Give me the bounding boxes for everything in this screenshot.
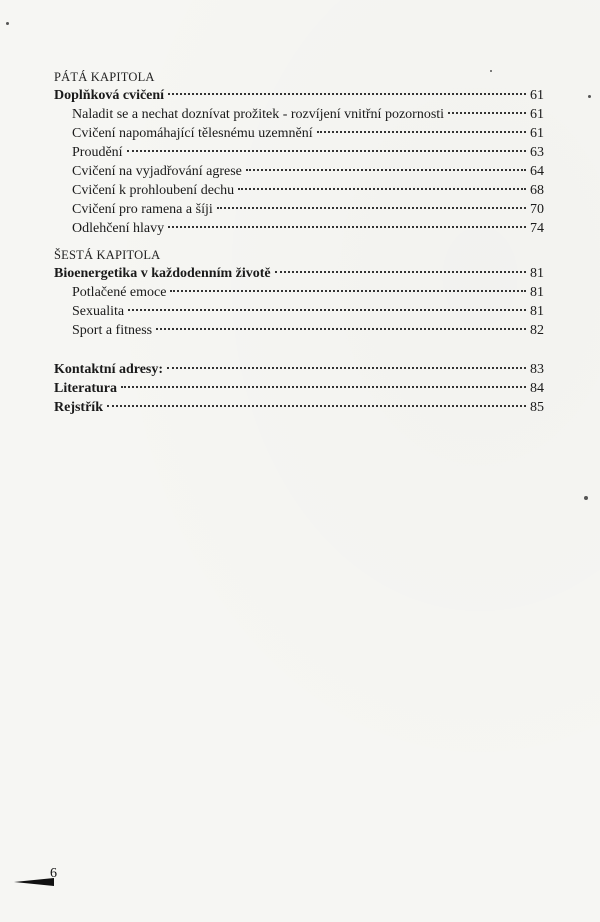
toc-entry-page: 84: [530, 381, 544, 396]
toc-entry-title: Naladit se a nechat doznívat prožitek - rozvíjení vnitřní pozornosti: [72, 107, 445, 122]
toc-entry-title: Cvičení k prohloubení dechu: [72, 183, 235, 198]
toc-entry: [54, 283, 544, 302]
toc-entry-page: 83: [530, 362, 544, 377]
toc-entry-chapter-5-heading: [54, 86, 544, 105]
toc-entry-page: 81: [530, 285, 544, 300]
print-speck: [588, 95, 591, 98]
toc-entry-page: 61: [530, 107, 544, 122]
toc-entry: [54, 162, 544, 181]
toc-entry-title: Sexualita: [72, 304, 125, 319]
page-number: 6: [50, 866, 57, 881]
toc-entry-page: 68: [530, 183, 544, 198]
dot-leader: [317, 131, 526, 133]
dot-leader: [275, 271, 526, 273]
dot-leader: [238, 188, 526, 190]
toc-entry-page: 63: [530, 145, 544, 160]
dot-leader: [128, 309, 526, 311]
spacer: [54, 238, 544, 246]
toc-entry-page: 74: [530, 221, 544, 236]
toc-entry-title: Sport a fitness: [72, 323, 153, 338]
dot-leader: [217, 207, 526, 209]
toc-entry-title: Kontaktní adresy:: [54, 362, 164, 377]
toc-entry-title: Cvičení pro ramena a šíji: [72, 202, 213, 217]
dot-leader: [246, 169, 526, 171]
table-of-contents: [54, 68, 544, 417]
toc-entry-title: Bioenergetika v každodenním životě: [54, 266, 271, 281]
dot-leader: [107, 405, 526, 407]
toc-entry: [54, 302, 544, 321]
toc-entry: [54, 124, 544, 143]
dot-leader: [168, 93, 526, 95]
toc-entry-page: 85: [530, 400, 544, 415]
toc-entry-page: 61: [530, 88, 544, 103]
toc-entry-page: 70: [530, 202, 544, 217]
dot-leader: [448, 112, 526, 114]
toc-entry-literature: [54, 379, 544, 398]
toc-entry-chapter-6-heading: [54, 264, 544, 283]
dot-leader: [156, 328, 526, 330]
toc-entry-page: 64: [530, 164, 544, 179]
page-corner-mark: [14, 878, 54, 886]
dot-leader: [121, 386, 526, 388]
toc-entry-title: Cvičení na vyjadřování agrese: [72, 164, 242, 179]
dot-leader: [127, 150, 526, 152]
toc-entry: [54, 321, 544, 340]
toc-entry-title: Proudění: [72, 145, 123, 160]
toc-entry-page: 81: [530, 304, 544, 319]
dot-leader: [170, 290, 526, 292]
toc-entry-title: Odlehčení hlavy: [72, 221, 165, 236]
dot-leader: [168, 226, 526, 228]
toc-entry-title: Cvičení napomáhající tělesnému uzemnění: [72, 126, 313, 141]
toc-entry: [54, 181, 544, 200]
toc-entry-index: [54, 398, 544, 417]
print-speck: [584, 496, 588, 500]
print-speck: [490, 70, 492, 72]
toc-entry-contacts: [54, 360, 544, 379]
toc-entry-page: 81: [530, 266, 544, 281]
chapter-5-label: PÁTÁ KAPITOLA: [54, 70, 155, 84]
toc-entry: [54, 143, 544, 162]
toc-entry: [54, 105, 544, 124]
print-speck: [6, 22, 9, 25]
toc-entry-title: Potlačené emoce: [72, 285, 167, 300]
toc-entry: [54, 200, 544, 219]
dot-leader: [167, 367, 526, 369]
toc-entry-page: 61: [530, 126, 544, 141]
spacer: [54, 340, 544, 360]
toc-entry-title: Rejstřík: [54, 400, 103, 415]
toc-entry-page: 82: [530, 323, 544, 338]
toc-entry: [54, 219, 544, 238]
toc-entry-title: Doplňková cvičení: [54, 88, 165, 103]
chapter-6-label: ŠESTÁ KAPITOLA: [54, 248, 161, 262]
toc-entry-title: Literatura: [54, 381, 117, 396]
